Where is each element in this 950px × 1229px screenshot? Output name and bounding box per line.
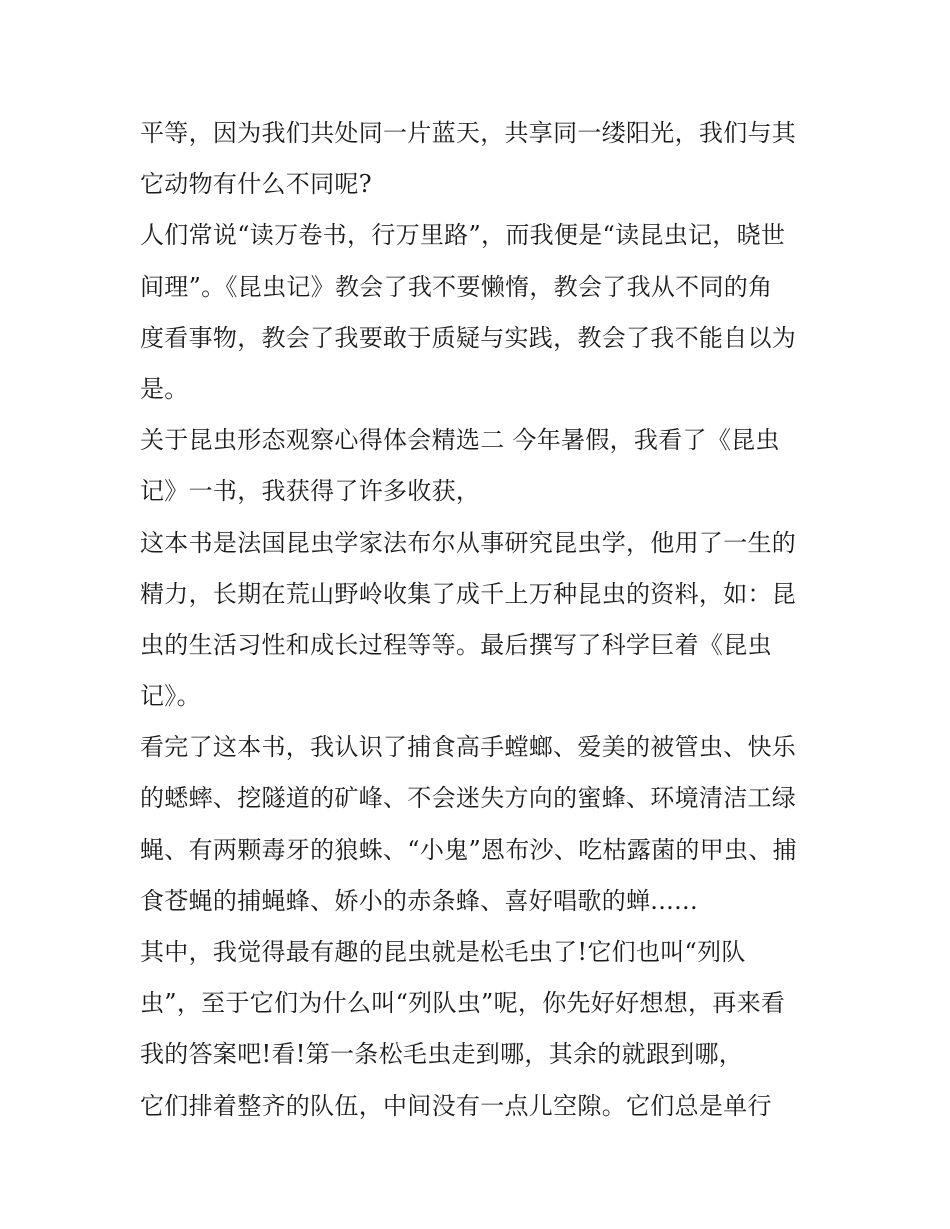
text-line: 度看事物，教会了我要敢于质疑与实践，教会了我不能自以为 (140, 323, 797, 352)
text-line: 虫的生活习性和成长过程等等。最后撰写了科学巨着《昆虫 (140, 630, 772, 659)
text-line: 它们排着整齐的队伍，中间没有一点儿空隙。它们总是单行 (140, 1091, 772, 1120)
text-line: 精力，长期在荒山野岭收集了成千上万种昆虫的资料，如：昆 (140, 579, 797, 608)
text-line: 我的答案吧!看!第一条松毛虫走到哪，其余的就跟到哪， (140, 1040, 744, 1069)
text-line: 平等，因为我们共处同一片蓝天，共享同一缕阳光，我们与其 (140, 119, 797, 147)
text-line: 蝇、有两颗毒牙的狼蛛、“小鬼”恩布沙、吃枯露菌的甲虫、捕 (140, 835, 797, 864)
text-line: 记》一书，我获得了许多收获， (140, 477, 481, 506)
text-line: 它动物有什么不同呢? (140, 170, 372, 199)
text-line: 记》。 (140, 682, 201, 711)
text-line: 食苍蝇的捕蝇蜂、娇小的赤条蜂、喜好唱歌的蝉...... (140, 886, 698, 915)
text-line: 间理”。《昆虫记》教会了我不要懒惰，教会了我从不同的角 (140, 272, 773, 301)
text-line: 的蟋蟀、挖隧道的矿峰、不会迷失方向的蜜蜂、环境清洁工绿 (140, 784, 797, 813)
body-text (140, 108, 830, 1132)
text-line: 关于昆虫形态观察心得体会精选二 今年暑假，我看了《昆虫 (140, 426, 780, 455)
text-line: 虫”，至于它们为什么叫“列队虫”呢，你先好好想想，再来看 (140, 989, 786, 1018)
text-line: 看完了这本书，我认识了捕食高手螳螂、爱美的被管虫、快乐 (140, 733, 797, 762)
text-line: 人们常说“读万卷书，行万里路”，而我便是“读昆虫记，晓世 (140, 221, 786, 250)
text-line: 是。 (140, 374, 189, 403)
text-line: 这本书是法国昆虫学家法布尔从事研究昆虫学，他用了一生的 (140, 528, 797, 557)
text-line: 其中，我觉得最有趣的昆虫就是松毛虫了!它们也叫“列队 (140, 938, 746, 966)
